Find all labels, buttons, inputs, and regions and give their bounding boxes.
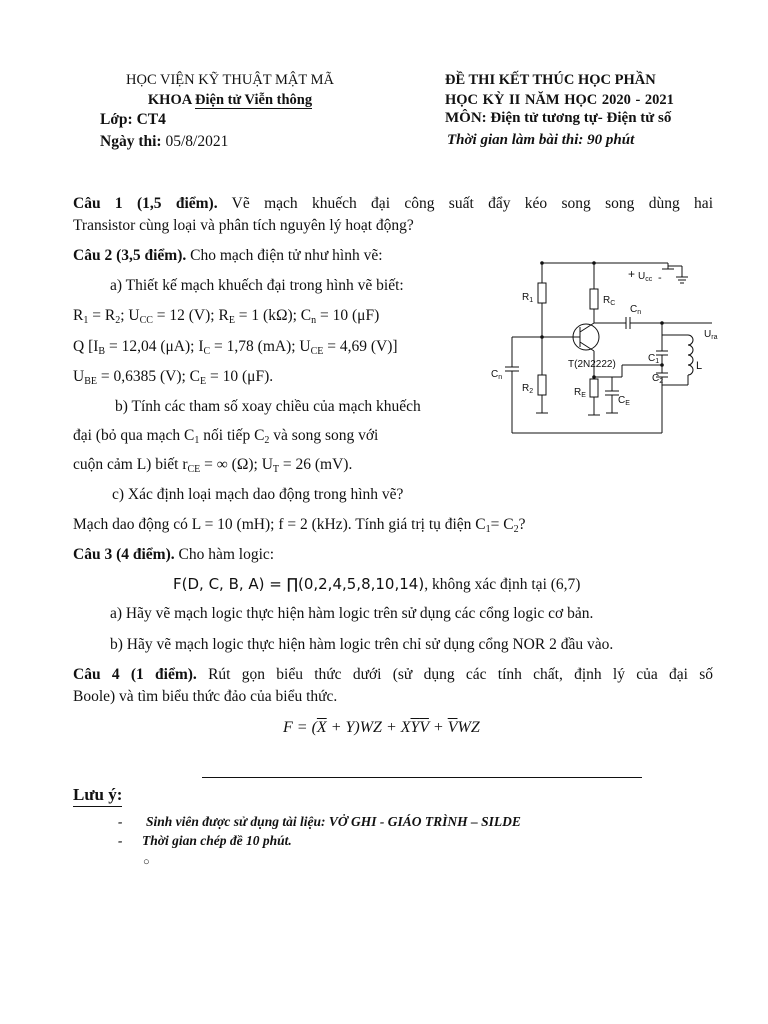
- semester-line: HỌC KỲ II NĂM HỌC 2020 - 2021: [445, 92, 674, 108]
- question-2c-detail: Mạch dao động có L = 10 (mH); f = 2 (kHz). Tính giá trị tụ điện $C_1= C_2$?: [73, 516, 526, 535]
- question-3b: b) Hãy vẽ mạch logic thực hiện hàm logic trên chỉ sử dụng cổng NOR 2 đầu vào.: [110, 636, 614, 653]
- exam-time: Thời gian làm bài thi: 90 phút: [447, 132, 635, 148]
- question-3-intro: Cho hàm logic:: [178, 546, 275, 563]
- faculty-prefix: KHOA: [147, 92, 192, 108]
- circuit-diagram: [490, 255, 730, 440]
- class-label: Lớp:: [100, 111, 133, 128]
- question-2b-line2: đại (bỏ qua mạch $C_1$ nối tiếp $C_2$ và song song với: [73, 427, 379, 446]
- logic-function: F(D, C, B, A) = ∏(0,2,4,5,8,10,14): [173, 575, 425, 593]
- question-1-text-2: Transistor cùng loại và phân tích nguyên lý hoạt động?: [73, 217, 414, 234]
- note-item-1-text: Sinh viên được sử dụng tài liệu: VỞ GHI - GIÁO TRÌNH – SILDE: [146, 814, 521, 829]
- exam-title: ĐỀ THI KẾT THÚC HỌC PHẦN: [445, 72, 656, 88]
- label-ce: $C_E$: [618, 395, 630, 407]
- label-l: L: [696, 360, 703, 372]
- question-2a-params-3: $U_{BE} = 0,6385$ (V); $C_E = 10$ (μF).: [73, 368, 274, 387]
- label-cn-input: $C_n$: [491, 369, 503, 381]
- divider: [202, 777, 642, 778]
- question-3-function: [173, 573, 580, 596]
- question-3-label: Câu 3 (4 điểm).: [73, 546, 175, 563]
- note-title: Lưu ý:: [73, 784, 122, 807]
- label-c1: $C_1$: [648, 353, 660, 365]
- logic-function-tail: , không xác định tại (6,7): [424, 576, 581, 593]
- question-2a-params-1: $R_1 = R_2$; $U_{CC} = 12$ (V); $R_E = 1$ (kΩ); $C_n = 10$ (μF): [73, 307, 380, 326]
- question-2-label: Câu 2 (3,5 điểm).: [73, 247, 187, 264]
- question-3a: a) Hãy vẽ mạch logic thực hiện hàm logic trên sử dụng các cổng logic cơ bản.: [110, 605, 594, 622]
- question-1-text-1: Vẽ mạch khuếch đại công suất đẩy kéo song song dùng hai: [231, 195, 713, 212]
- question-2b-line1: b) Tính các tham số xoay chiều của mạch khuếch: [115, 398, 421, 415]
- date-value: 05/8/2021: [165, 133, 229, 150]
- subject-value: Điện tử tương tự- Điện tử số: [490, 110, 672, 126]
- note-empty-bullet: ○: [143, 856, 150, 868]
- label-transistor: T(2N2222): [568, 359, 616, 370]
- question-2b-line3: cuộn cảm L) biết $r_{CE}$ = ∞ (Ω); $U_T = 26$ (mV).: [73, 456, 353, 475]
- question-2c: c) Xác định loại mạch dao động trong hình vẽ?: [112, 486, 404, 503]
- label-c2: $C_2$: [652, 373, 664, 385]
- question-4-line1: [73, 664, 713, 686]
- note-bullet-1: -: [118, 814, 123, 829]
- subject-line: [445, 110, 671, 127]
- class-value: CT4: [136, 111, 166, 128]
- faculty-line: [80, 90, 380, 110]
- question-1-line1: [73, 193, 713, 215]
- institute-name: HỌC VIỆN KỸ THUẬT MẬT MÃ: [126, 72, 334, 88]
- label-vcc: $U_{cc}$: [638, 271, 653, 283]
- question-2-intro: Cho mạch điện tử như hình vẽ:: [190, 247, 383, 264]
- label-vcc-plus: +: [628, 267, 636, 281]
- question-4-text-1: Rút gọn biểu thức dưới (sử dụng các tính chất, định lý của đại số: [208, 666, 714, 683]
- label-output: $U_{ra}$: [704, 329, 718, 341]
- date-label: Ngày thi:: [100, 133, 162, 150]
- faculty-name: Điện tử Viễn thông: [195, 92, 313, 108]
- label-r1: $R_1$: [522, 292, 534, 304]
- subject-label: MÔN:: [445, 110, 487, 126]
- label-rc: $R_C$: [603, 295, 616, 307]
- header-right: [445, 70, 674, 110]
- label-re: $R_E$: [574, 387, 586, 399]
- question-3-line: [73, 544, 274, 566]
- question-2a: a) Thiết kế mạch khuếch đại trong hình vẽ biết:: [110, 277, 404, 294]
- date-line: [100, 133, 228, 151]
- question-2-line: [73, 245, 383, 267]
- question-1-label: Câu 1 (1,5 điểm).: [73, 195, 218, 212]
- question-4-label: Câu 4 (1 điểm).: [73, 666, 197, 683]
- note-item-2-text: Thời gian chép đề 10 phút.: [142, 833, 292, 848]
- class-line: [100, 111, 166, 129]
- boolean-expression: $F = (\overline{X} + Y)WZ + X\overline{Y}\overline{V} + \overline{V}WZ$: [283, 719, 480, 736]
- note-bullet-2: -: [118, 833, 123, 848]
- label-cn-output: $C_n$: [630, 304, 642, 316]
- header-left: [80, 70, 380, 110]
- label-vcc-minus: -: [658, 272, 662, 284]
- label-r2: $R_2$: [522, 383, 534, 395]
- question-2a-params-2: Q [$I_B = 12,04$ (μA); $I_C = 1,78$ (mA); $U_{CE} = 4,69$ (V)]: [73, 338, 398, 357]
- question-4-text-2: Boole) và tìm biểu thức đảo của biểu thức.: [73, 688, 338, 705]
- note-item-1: [118, 814, 521, 830]
- note-item-2: [118, 833, 292, 849]
